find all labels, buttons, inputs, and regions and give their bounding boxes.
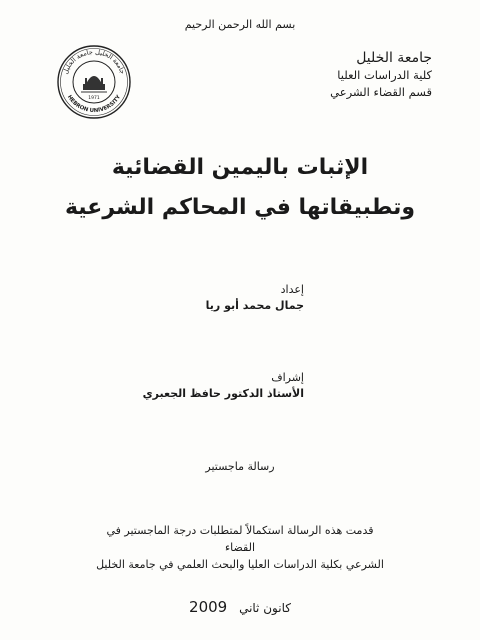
- author-name: جمال محمد أبو ريا: [205, 299, 304, 312]
- thesis-type: رسالة ماجستير: [205, 460, 275, 473]
- submission-statement: [90, 522, 390, 573]
- basmala: بسم الله الرحمن الرحيم: [184, 18, 296, 31]
- institution-block: [262, 50, 432, 101]
- supervision-label: إشراف: [271, 371, 304, 384]
- submission-line-2: الشرعي بكلية الدراسات العليا والبحث العلمي في جامعة الخليل: [96, 558, 384, 571]
- thesis-title: [40, 148, 440, 228]
- svg-text:جامعة الخليل جامعة الخليل: جامعة الخليل جامعة الخليل: [61, 47, 127, 76]
- preparation-label: إعداد: [280, 283, 304, 296]
- date-year: 2009: [189, 598, 228, 616]
- university-name: جامعة الخليل: [356, 50, 432, 66]
- submission-line-1: قدمت هذه الرسالة استكمالاً لمتطلبات درجة الماجستير في القضاء: [106, 524, 374, 554]
- preparation-section: [206, 282, 304, 314]
- svg-text:1971: 1971: [88, 96, 100, 101]
- svg-text:HEBRON UNIVERSITY: HEBRON UNIVERSITY: [65, 94, 123, 115]
- supervisor-name: الأستاذ الدكتور حافظ الجعبري: [142, 387, 304, 400]
- title-line-1: الإثبات باليمين القضائية: [111, 155, 369, 180]
- title-line-2: وتطبيقاتها في المحاكم الشرعية: [64, 195, 416, 220]
- faculty-name: كلية الدراسات العليا: [337, 68, 432, 82]
- supervision-section: [143, 370, 304, 402]
- department-name: قسم القضاء الشرعي: [330, 85, 432, 99]
- submission-date: [0, 598, 480, 616]
- university-seal-logo: [56, 44, 132, 120]
- date-month: كانون ثاني: [239, 601, 291, 615]
